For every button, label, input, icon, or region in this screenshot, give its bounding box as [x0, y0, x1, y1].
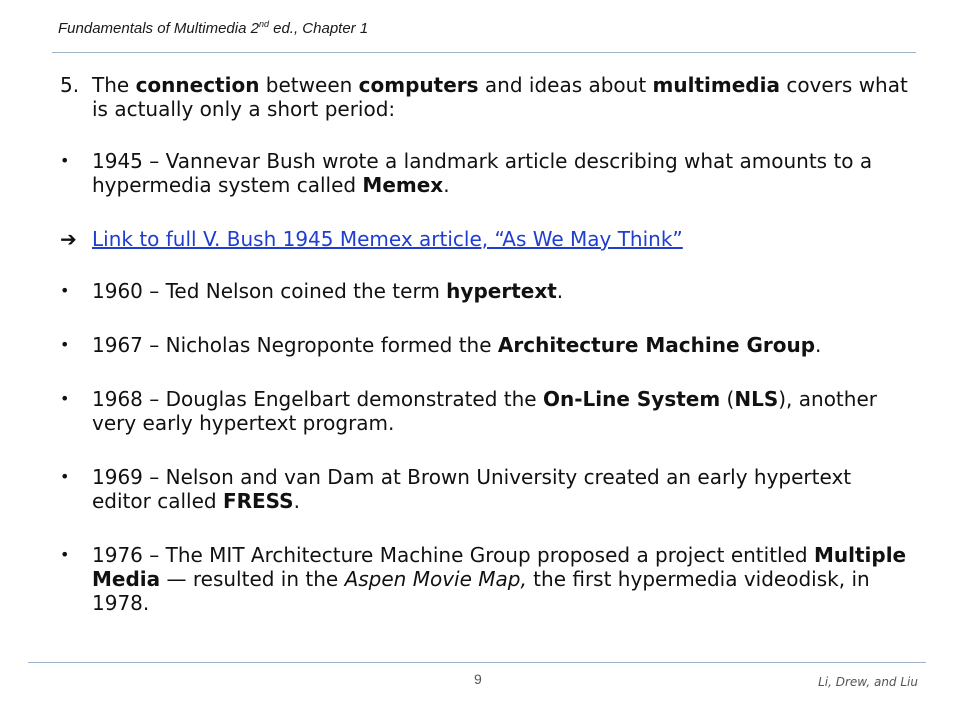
- bullet-text-part: 1968 – Douglas Engelbart demonstrated the: [92, 387, 543, 411]
- heading-bold-connection: connection: [135, 73, 260, 97]
- bullet-text-part: 1976 – The MIT Architecture Machine Group proposed a project entitled: [92, 543, 814, 567]
- bullet-icon: •: [60, 151, 70, 170]
- bullet-item-1945: [60, 149, 910, 197]
- bullet-text-part: ), another very early hypertext program.: [92, 387, 877, 435]
- memex-article-link[interactable]: Link to full V. Bush 1945 Memex article, “As We May Think”: [92, 227, 683, 251]
- bullet-text-part: .: [815, 333, 822, 357]
- heading-number: 5.: [60, 73, 80, 97]
- memex-link-row: [60, 227, 910, 251]
- bullet-bold-term: FRESS: [222, 489, 294, 513]
- bullet-italic-term: Aspen Movie Map,: [344, 567, 527, 591]
- bullet-text-part: — resulted in the: [160, 567, 345, 591]
- bullet-item-1969: [60, 465, 910, 513]
- bullet-text: [92, 279, 910, 303]
- bullet-icon: •: [60, 389, 70, 408]
- bullet-text: [92, 333, 910, 357]
- bullet-bold-term: NLS: [734, 387, 779, 411]
- bullet-item-1967: [60, 333, 910, 357]
- bullet-item-1976: [60, 543, 910, 615]
- bullet-text-part: .: [556, 279, 564, 303]
- bullet-bold-term: On-Line System: [542, 387, 721, 411]
- header-title: Fundamentals of Multimedia 2: [58, 20, 259, 37]
- bullet-icon: •: [60, 281, 70, 300]
- bullet-bold-term: Architecture Machine Group: [497, 333, 816, 357]
- heading-text-part: The: [92, 73, 136, 97]
- heading-text-part: covers what is actually only a short period:: [92, 73, 908, 121]
- section-heading: [60, 73, 910, 121]
- bullet-text: [92, 387, 910, 435]
- bullet-text-part: 1945 – Vannevar Bush wrote a landmark article describing what amounts to a hypermedia system called: [92, 149, 873, 197]
- bullet-icon: •: [60, 545, 70, 564]
- slide-header: [58, 19, 368, 37]
- bullet-text: [92, 543, 910, 615]
- bullet-text-part: 1967 – Nicholas Negroponte formed the: [92, 333, 498, 357]
- bullet-text-part: 1969 – Nelson and van Dam at Brown University created an early hypertext editor called: [92, 465, 852, 513]
- bullet-text-part: 1960 – Ted Nelson coined the term: [92, 279, 447, 303]
- bullet-text-part: .: [293, 489, 300, 513]
- bullet-text: [92, 465, 910, 513]
- bullet-bold-term: Memex: [362, 173, 444, 197]
- bullet-item-1968: [60, 387, 910, 435]
- heading-text-part: between: [259, 73, 359, 97]
- bullet-text: [92, 149, 910, 197]
- page-number: 9: [474, 671, 482, 687]
- footer-divider: [28, 662, 926, 663]
- bullet-bold-term: hypertext: [446, 279, 557, 303]
- bullet-icon: •: [60, 335, 70, 354]
- header-divider: [52, 52, 916, 53]
- header-ordinal-suffix: nd: [258, 19, 269, 29]
- bullet-text-part: the first hypermedia videodisk, in 1978.: [92, 567, 870, 615]
- heading-text-part: and ideas about: [478, 73, 653, 97]
- bullet-text-part: .: [443, 173, 450, 197]
- bullet-bold-term: Multiple Media: [92, 543, 907, 591]
- header-chapter: ed., Chapter 1: [268, 20, 369, 37]
- bullet-item-1960: [60, 279, 910, 303]
- bullet-text-part: (: [720, 387, 735, 411]
- heading-bold-multimedia: multimedia: [652, 73, 780, 97]
- footer-authors: Li, Drew, and Liu: [818, 675, 918, 689]
- heading-text: [92, 73, 910, 121]
- arrow-right-icon: ➔: [60, 227, 77, 251]
- slide-body: [60, 73, 910, 645]
- bullet-icon: •: [60, 467, 70, 486]
- heading-bold-computers: computers: [358, 73, 479, 97]
